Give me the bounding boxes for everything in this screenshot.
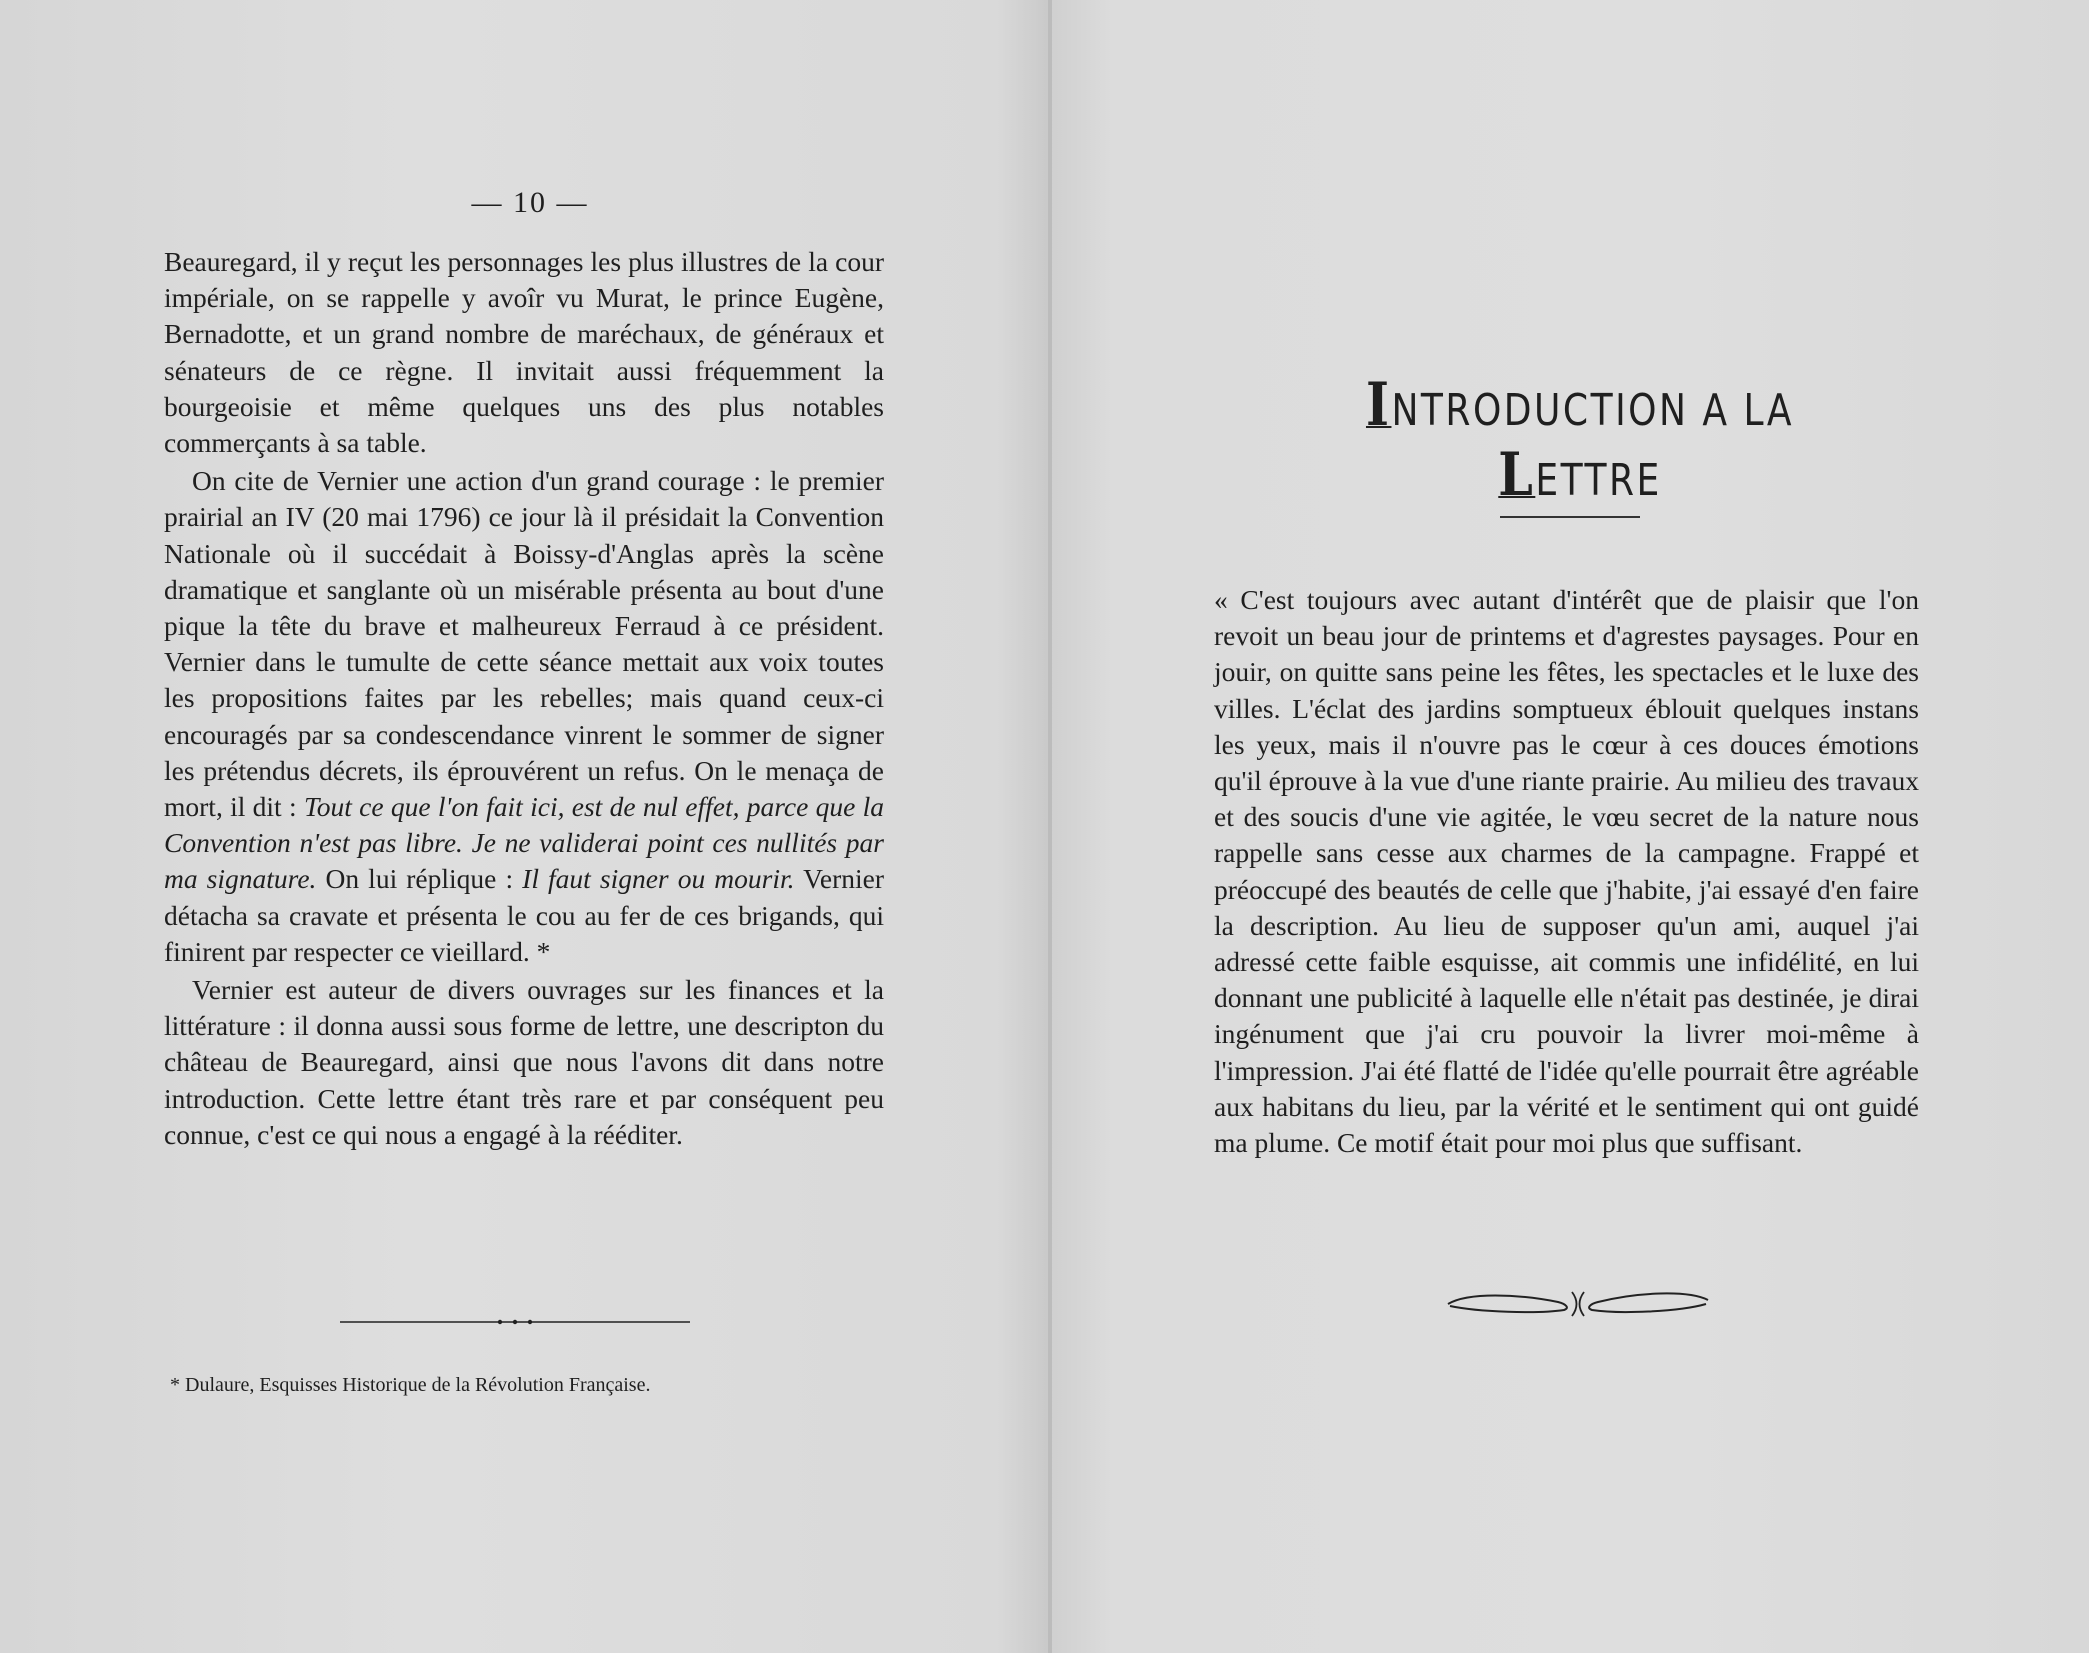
paragraph-1: Beauregard, il y reçut les personnages les plus illustres de la cour impériale, on se rappelle y avoîr vu Murat, le prince Eugène, Bernadotte, et un grand nombre de maréchaux, de généraux et sénateurs de ce règne. Il invitait aussi fréquemment la bourgeoisie et même quelques uns des plus notables commerçants à sa table. — [164, 246, 884, 459]
right-page-body — [1214, 582, 1919, 1161]
section-title — [1326, 370, 1834, 510]
flourish-ornament-icon — [1438, 1284, 1718, 1320]
quote-convention: Tout ce que l'on fait ici, est de nul effet, parce que la Convention n'est pas libre. Je ne validerai point ces nullités par ma signature. — [164, 791, 885, 895]
title-part-2: ETTRE — [1535, 455, 1662, 506]
page-number: — 10 — — [471, 186, 589, 219]
end-rule-divider — [340, 1318, 690, 1326]
reply-intro: On lui réplique : — [325, 863, 514, 895]
quote-sign-or-die: Il faut signer ou mourir. — [522, 863, 795, 895]
book-gutter — [1048, 0, 1052, 1653]
introduction-paragraph: « C'est toujours avec autant d'intérêt que de plaisir que l'on revoit un beau jour de printems et d'agrestes paysages. Pour en jouir, on quitte sans peine les fêtes, les spectacles et le luxe des villes. L'éclat des jardins somptueux éblouit quelques instans les yeux, mais il n'ouvre pas le cœur à ces douces émotions qu'il éprouve à la vue d'une riante prairie. Au milieu des travaux et des soucis d'une vie agitée, le vœu secret de la nature nous rappelle sans cesse aux charmes de la campagne. Frappé et préoccupé des beautés de celle que j'habite, j'ai essayé d'en faire la description. Au lieu de supposer qu'un ami, auquel j'ai adressé cette faible esquisse, ait commis une infidélité, en lui donnant une publicité à laquelle elle n'était pas destinée, je dirai ingénument que j'ai cru pouvoir la livrer moi-même à l'impression. J'ai été flatté de l'idée qu'elle pourrait être agréable aux habitans du lieu, par la vérité et le sentiment qui ont guidé ma plume. Ce motif était pour moi plus que suffisant. — [1214, 584, 1919, 1159]
footnote: * Dulaure, Esquisses Historique de la Révolution Française. — [170, 1374, 651, 1396]
title-initial-2: L — [1498, 440, 1536, 510]
paragraph-3: Vernier est auteur de divers ouvrages sur les finances et la littérature : il donna aussi sous forme de lettre, une descripton du château de Beauregard, ainsi que nous l'avons dit dans notre introduction. Cette lettre étant très rare et par conséquent peu connue, c'est ce qui nous a engagé à la rééditer. — [164, 974, 884, 1150]
paragraph-2-text: On cite de Vernier une action d'un grand courage : le premier prairial an IV (20 mai 1796) ce jour là il présidait la Convention Nationale où il succédait à Boissy-d'Anglas après la scène dramatique et sanglante où un misérable présenta au bout d'une pique la tête du brave et malheureux Ferraud à ce président. Vernier dans le tumulte de cette séance mettait aux voix toutes les propositions faites par les rebelles; mais quand ceux-ci encouragés par sa condescendance vinrent le sommer de signer les prétendus décrets, ils éprouvérent un refus. On le menaça de mort, il dit : — [164, 465, 884, 823]
paragraph-2 — [164, 463, 884, 970]
title-underline-rule — [1500, 516, 1640, 518]
paragraph-2-ending: Vernier détacha sa cravate et présenta le cou au fer de ces brigands, qui finirent par respecter ce vieillard. * — [164, 863, 885, 967]
left-page-body — [164, 244, 884, 1153]
title-initial-1: I — [1365, 370, 1392, 440]
title-part-1: NTRODUCTION A LA — [1391, 385, 1795, 436]
